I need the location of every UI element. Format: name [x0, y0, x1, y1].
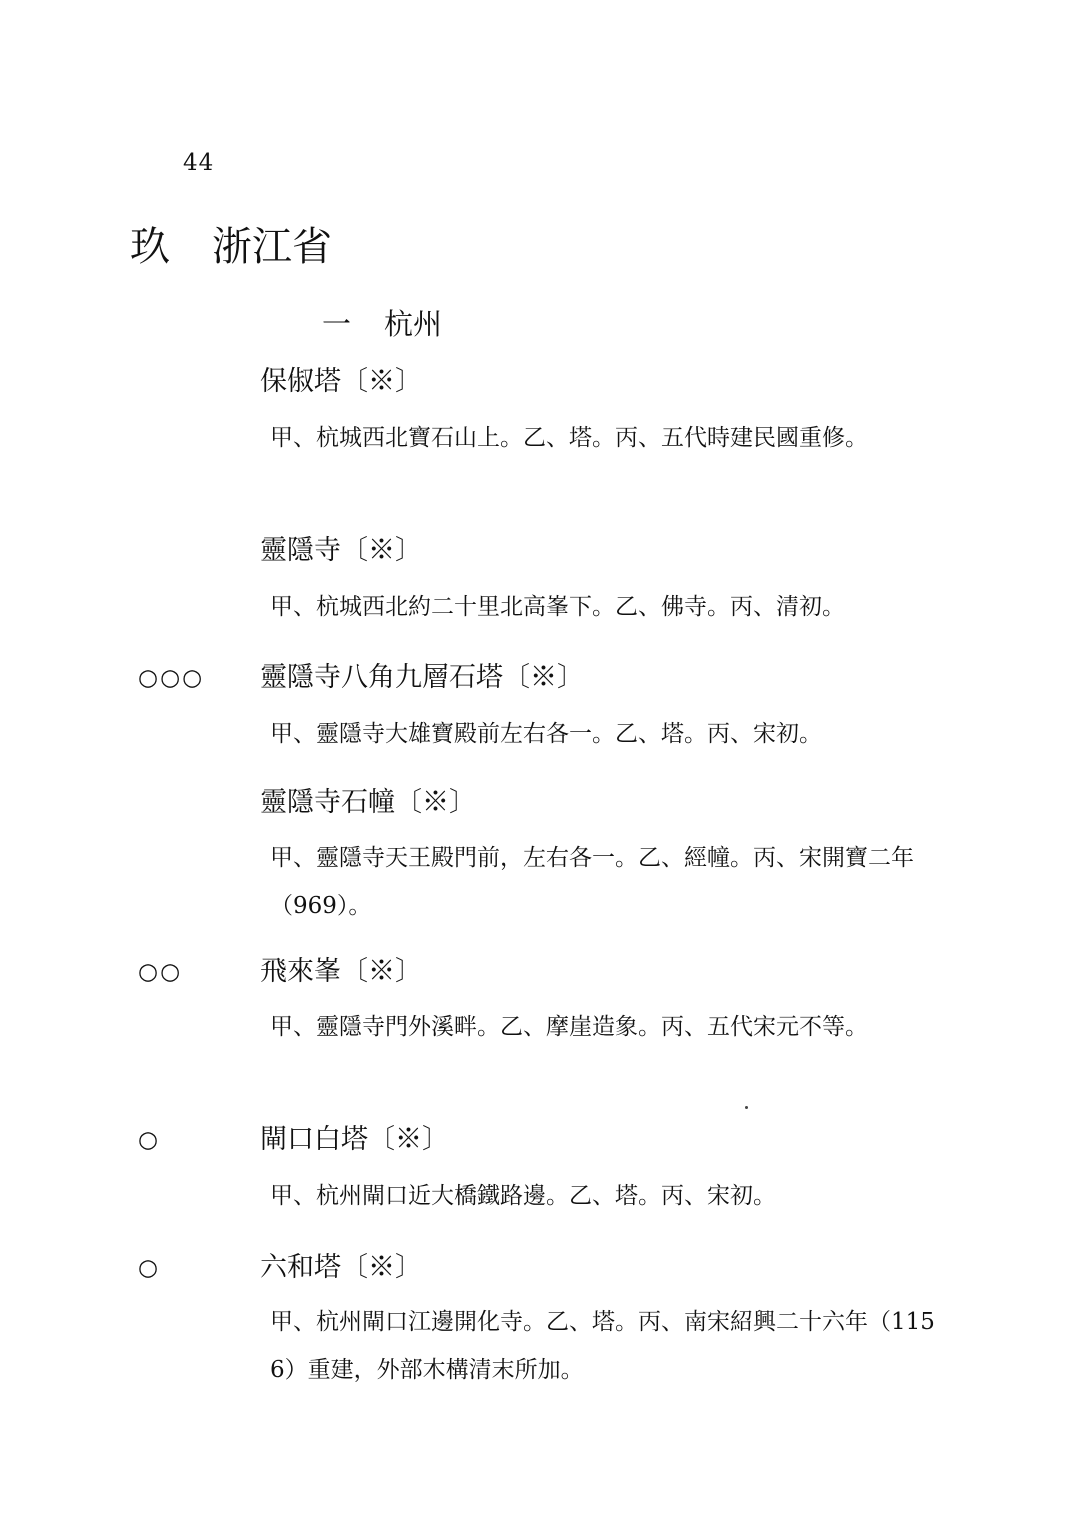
entry-description: 甲、杭城西北約二十里北高峯下。乙、佛寺。丙、清初。	[270, 594, 845, 620]
chapter-heading	[130, 220, 332, 274]
importance-marks: ○○	[138, 959, 183, 985]
importance-marks: ○	[138, 1127, 161, 1153]
print-speck	[745, 1106, 748, 1109]
importance-marks: ○○○	[138, 665, 205, 691]
entry-description: 甲、靈隱寺天王殿門前，左右各一。乙、經幢。丙、宋開寶二年（969）。	[270, 845, 914, 919]
chapter-title: 浙江省	[212, 224, 332, 270]
chapter-number: 玖	[130, 224, 170, 270]
entry-name: 飛來峯〔※〕	[260, 956, 422, 987]
entry-name: 靈隱寺八角九層石塔〔※〕	[260, 662, 584, 693]
entry-description: 甲、杭城西北寶石山上。乙、塔。丙、五代時建民國重修。	[270, 425, 868, 451]
section-number: 一	[322, 307, 352, 341]
entry-description: 甲、杭州閘口江邊開化寺。乙、塔。丙、南宋紹興二十六年（1156）重建，外部木構清末所加。	[270, 1309, 935, 1383]
entry-name: 靈隱寺〔※〕	[260, 535, 422, 566]
entry-description: 甲、杭州閘口近大橋鐵路邊。乙、塔。丙、宋初。	[270, 1183, 776, 1209]
entry-description: 甲、靈隱寺大雄寶殿前左右各一。乙、塔。丙、宋初。	[270, 721, 822, 747]
entry-name: 靈隱寺石幢〔※〕	[260, 787, 476, 818]
page-number: 44	[183, 150, 215, 176]
importance-marks: ○	[138, 1255, 161, 1281]
section-heading	[322, 302, 442, 346]
entry-name: 保俶塔〔※〕	[260, 366, 422, 397]
entry-description: 甲、靈隱寺門外溪畔。乙、摩崖造象。丙、五代宋元不等。	[270, 1014, 868, 1040]
section-title: 杭州	[384, 307, 443, 341]
entry-name: 閘口白塔〔※〕	[260, 1124, 449, 1155]
entry-name: 六和塔〔※〕	[260, 1252, 422, 1283]
